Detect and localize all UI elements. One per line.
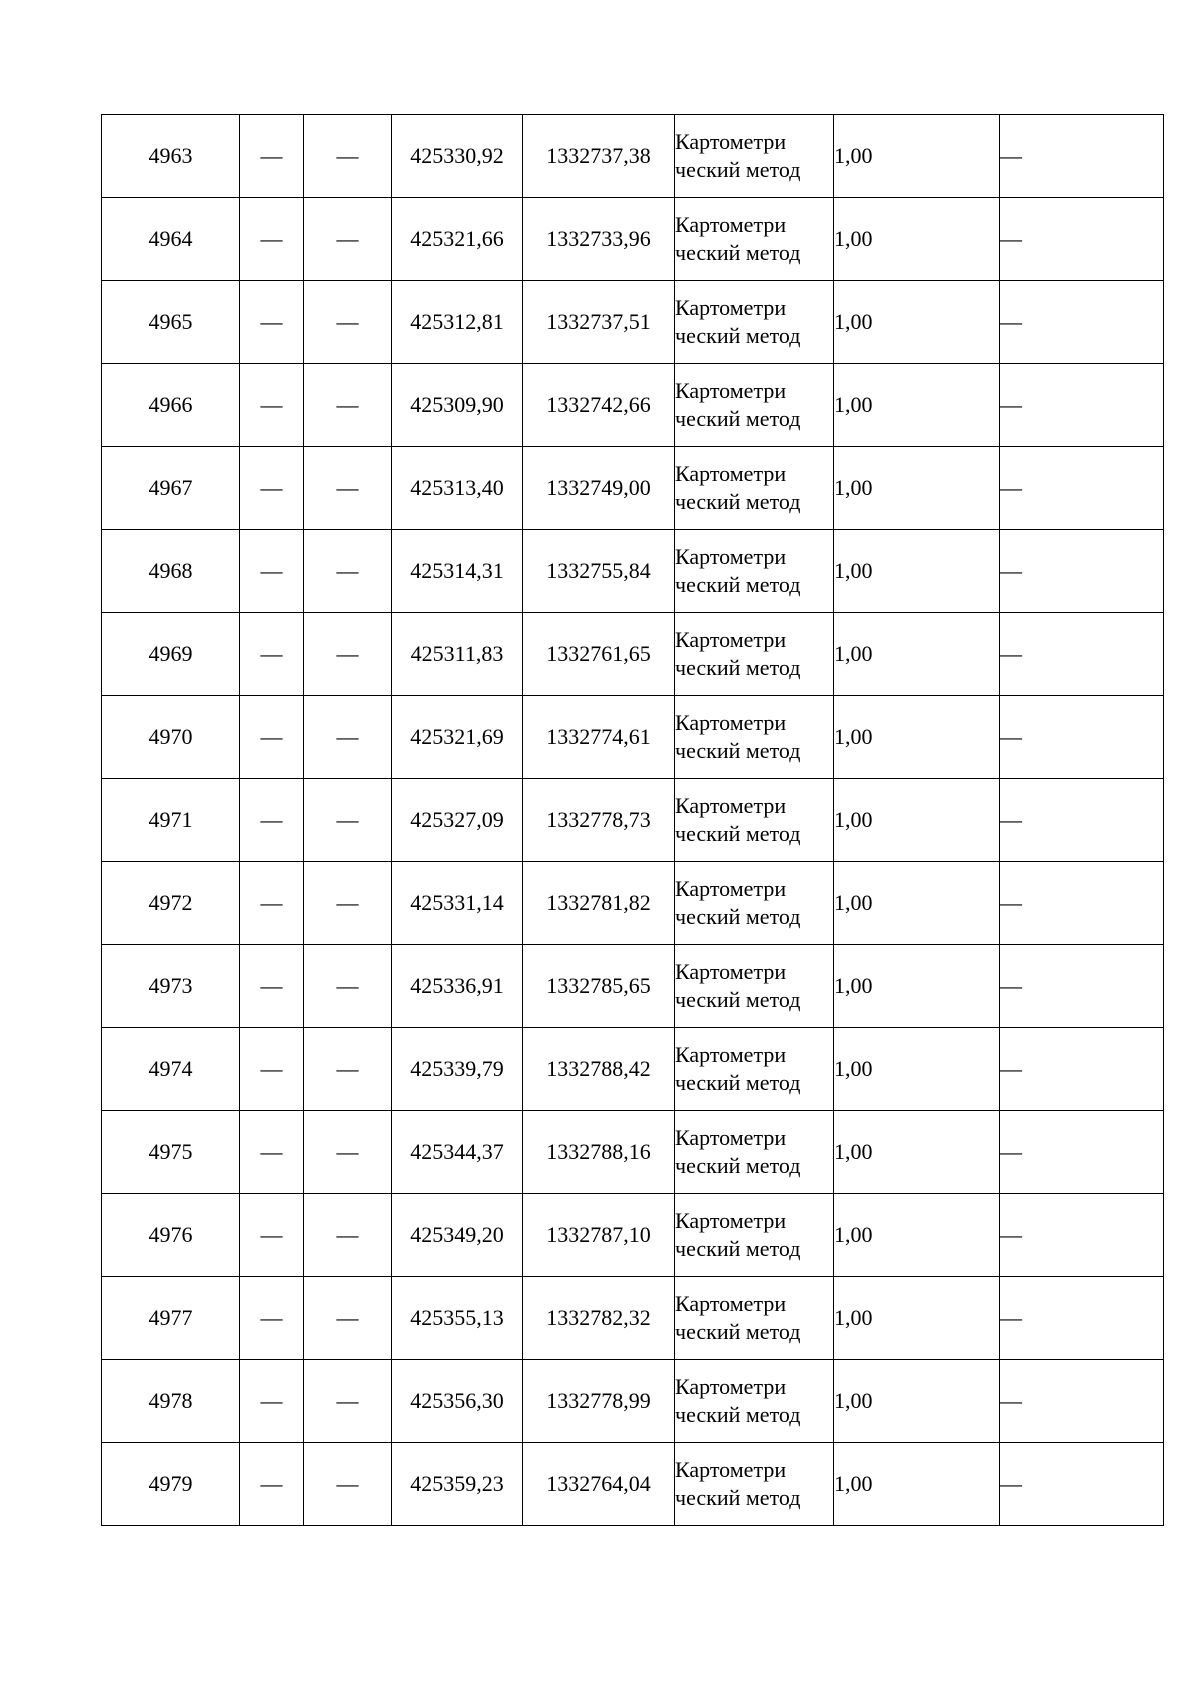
empty-value-cell: — xyxy=(1000,281,1164,364)
table-row xyxy=(102,115,1164,198)
point-number-cell: 4967 xyxy=(102,447,240,530)
point-number-cell: 4974 xyxy=(102,1028,240,1111)
table-row xyxy=(102,364,1164,447)
accuracy-cell: 1,00 xyxy=(834,115,1000,198)
empty-value-cell: — xyxy=(1000,1277,1164,1360)
x-coordinate-cell: 425313,40 xyxy=(392,447,523,530)
empty-value-cell: — xyxy=(1000,530,1164,613)
empty-value-cell: — xyxy=(240,696,304,779)
method-cell: Картометри ческий метод xyxy=(675,613,834,696)
y-coordinate-cell: 1332787,10 xyxy=(523,1194,675,1277)
point-number-cell: 4975 xyxy=(102,1111,240,1194)
point-number-cell: 4977 xyxy=(102,1277,240,1360)
y-coordinate-cell: 1332785,65 xyxy=(523,945,675,1028)
empty-value-cell: — xyxy=(1000,1194,1164,1277)
point-number-cell: 4969 xyxy=(102,613,240,696)
empty-value-cell: — xyxy=(304,696,392,779)
accuracy-cell: 1,00 xyxy=(834,696,1000,779)
method-cell: Картометри ческий метод xyxy=(675,1194,834,1277)
table-row xyxy=(102,1360,1164,1443)
point-number-cell: 4968 xyxy=(102,530,240,613)
empty-value-cell: — xyxy=(240,530,304,613)
x-coordinate-cell: 425356,30 xyxy=(392,1360,523,1443)
accuracy-cell: 1,00 xyxy=(834,779,1000,862)
empty-value-cell: — xyxy=(304,1111,392,1194)
empty-value-cell: — xyxy=(240,862,304,945)
empty-value-cell: — xyxy=(240,1028,304,1111)
y-coordinate-cell: 1332778,73 xyxy=(523,779,675,862)
table-body xyxy=(102,115,1164,1526)
empty-value-cell: — xyxy=(240,364,304,447)
empty-value-cell: — xyxy=(1000,1443,1164,1526)
empty-value-cell: — xyxy=(304,1194,392,1277)
empty-value-cell: — xyxy=(304,530,392,613)
accuracy-cell: 1,00 xyxy=(834,1194,1000,1277)
empty-value-cell: — xyxy=(240,1194,304,1277)
empty-value-cell: — xyxy=(240,447,304,530)
method-cell: Картометри ческий метод xyxy=(675,1277,834,1360)
accuracy-cell: 1,00 xyxy=(834,1277,1000,1360)
method-cell: Картометри ческий метод xyxy=(675,198,834,281)
method-cell: Картометри ческий метод xyxy=(675,115,834,198)
table-row xyxy=(102,779,1164,862)
x-coordinate-cell: 425312,81 xyxy=(392,281,523,364)
table-row xyxy=(102,862,1164,945)
empty-value-cell: — xyxy=(240,779,304,862)
x-coordinate-cell: 425339,79 xyxy=(392,1028,523,1111)
point-number-cell: 4965 xyxy=(102,281,240,364)
x-coordinate-cell: 425349,20 xyxy=(392,1194,523,1277)
table-row xyxy=(102,613,1164,696)
point-number-cell: 4976 xyxy=(102,1194,240,1277)
accuracy-cell: 1,00 xyxy=(834,364,1000,447)
accuracy-cell: 1,00 xyxy=(834,945,1000,1028)
empty-value-cell: — xyxy=(304,115,392,198)
y-coordinate-cell: 1332774,61 xyxy=(523,696,675,779)
table-row xyxy=(102,530,1164,613)
empty-value-cell: — xyxy=(240,281,304,364)
empty-value-cell: — xyxy=(240,1277,304,1360)
x-coordinate-cell: 425330,92 xyxy=(392,115,523,198)
table-row xyxy=(102,281,1164,364)
y-coordinate-cell: 1332733,96 xyxy=(523,198,675,281)
empty-value-cell: — xyxy=(304,1028,392,1111)
empty-value-cell: — xyxy=(304,1277,392,1360)
accuracy-cell: 1,00 xyxy=(834,613,1000,696)
point-number-cell: 4964 xyxy=(102,198,240,281)
empty-value-cell: — xyxy=(304,945,392,1028)
method-cell: Картометри ческий метод xyxy=(675,696,834,779)
empty-value-cell: — xyxy=(1000,613,1164,696)
accuracy-cell: 1,00 xyxy=(834,530,1000,613)
x-coordinate-cell: 425321,66 xyxy=(392,198,523,281)
empty-value-cell: — xyxy=(1000,779,1164,862)
empty-value-cell: — xyxy=(1000,115,1164,198)
point-number-cell: 4970 xyxy=(102,696,240,779)
method-cell: Картометри ческий метод xyxy=(675,447,834,530)
empty-value-cell: — xyxy=(240,1443,304,1526)
empty-value-cell: — xyxy=(240,945,304,1028)
accuracy-cell: 1,00 xyxy=(834,198,1000,281)
point-number-cell: 4979 xyxy=(102,1443,240,1526)
accuracy-cell: 1,00 xyxy=(834,1028,1000,1111)
empty-value-cell: — xyxy=(240,198,304,281)
method-cell: Картометри ческий метод xyxy=(675,862,834,945)
x-coordinate-cell: 425314,31 xyxy=(392,530,523,613)
y-coordinate-cell: 1332761,65 xyxy=(523,613,675,696)
y-coordinate-cell: 1332755,84 xyxy=(523,530,675,613)
method-cell: Картометри ческий метод xyxy=(675,945,834,1028)
table-row xyxy=(102,696,1164,779)
coordinates-table xyxy=(101,114,1164,1526)
accuracy-cell: 1,00 xyxy=(834,447,1000,530)
point-number-cell: 4963 xyxy=(102,115,240,198)
empty-value-cell: — xyxy=(240,1111,304,1194)
point-number-cell: 4973 xyxy=(102,945,240,1028)
empty-value-cell: — xyxy=(304,862,392,945)
empty-value-cell: — xyxy=(1000,1028,1164,1111)
y-coordinate-cell: 1332778,99 xyxy=(523,1360,675,1443)
method-cell: Картометри ческий метод xyxy=(675,1028,834,1111)
table-row xyxy=(102,1028,1164,1111)
accuracy-cell: 1,00 xyxy=(834,862,1000,945)
point-number-cell: 4966 xyxy=(102,364,240,447)
method-cell: Картометри ческий метод xyxy=(675,281,834,364)
empty-value-cell: — xyxy=(1000,364,1164,447)
method-cell: Картометри ческий метод xyxy=(675,530,834,613)
accuracy-cell: 1,00 xyxy=(834,1443,1000,1526)
method-cell: Картометри ческий метод xyxy=(675,1360,834,1443)
empty-value-cell: — xyxy=(304,281,392,364)
accuracy-cell: 1,00 xyxy=(834,281,1000,364)
table-row xyxy=(102,1443,1164,1526)
method-cell: Картометри ческий метод xyxy=(675,364,834,447)
x-coordinate-cell: 425327,09 xyxy=(392,779,523,862)
empty-value-cell: — xyxy=(1000,198,1164,281)
method-cell: Картометри ческий метод xyxy=(675,779,834,862)
x-coordinate-cell: 425331,14 xyxy=(392,862,523,945)
empty-value-cell: — xyxy=(304,779,392,862)
point-number-cell: 4978 xyxy=(102,1360,240,1443)
empty-value-cell: — xyxy=(304,198,392,281)
empty-value-cell: — xyxy=(1000,1360,1164,1443)
empty-value-cell: — xyxy=(1000,862,1164,945)
y-coordinate-cell: 1332782,32 xyxy=(523,1277,675,1360)
method-cell: Картометри ческий метод xyxy=(675,1111,834,1194)
table-row xyxy=(102,198,1164,281)
empty-value-cell: — xyxy=(240,613,304,696)
x-coordinate-cell: 425311,83 xyxy=(392,613,523,696)
empty-value-cell: — xyxy=(304,1360,392,1443)
y-coordinate-cell: 1332737,38 xyxy=(523,115,675,198)
x-coordinate-cell: 425336,91 xyxy=(392,945,523,1028)
y-coordinate-cell: 1332764,04 xyxy=(523,1443,675,1526)
y-coordinate-cell: 1332737,51 xyxy=(523,281,675,364)
point-number-cell: 4972 xyxy=(102,862,240,945)
method-cell: Картометри ческий метод xyxy=(675,1443,834,1526)
accuracy-cell: 1,00 xyxy=(834,1360,1000,1443)
y-coordinate-cell: 1332742,66 xyxy=(523,364,675,447)
x-coordinate-cell: 425344,37 xyxy=(392,1111,523,1194)
x-coordinate-cell: 425359,23 xyxy=(392,1443,523,1526)
x-coordinate-cell: 425309,90 xyxy=(392,364,523,447)
empty-value-cell: — xyxy=(1000,447,1164,530)
table-row xyxy=(102,1111,1164,1194)
y-coordinate-cell: 1332781,82 xyxy=(523,862,675,945)
table-row xyxy=(102,447,1164,530)
empty-value-cell: — xyxy=(304,613,392,696)
empty-value-cell: — xyxy=(304,364,392,447)
empty-value-cell: — xyxy=(304,447,392,530)
y-coordinate-cell: 1332788,42 xyxy=(523,1028,675,1111)
y-coordinate-cell: 1332749,00 xyxy=(523,447,675,530)
empty-value-cell: — xyxy=(1000,1111,1164,1194)
empty-value-cell: — xyxy=(240,115,304,198)
x-coordinate-cell: 425321,69 xyxy=(392,696,523,779)
empty-value-cell: — xyxy=(240,1360,304,1443)
empty-value-cell: — xyxy=(1000,696,1164,779)
empty-value-cell: — xyxy=(304,1443,392,1526)
empty-value-cell: — xyxy=(1000,945,1164,1028)
table-row xyxy=(102,945,1164,1028)
table-row xyxy=(102,1194,1164,1277)
accuracy-cell: 1,00 xyxy=(834,1111,1000,1194)
table-row xyxy=(102,1277,1164,1360)
x-coordinate-cell: 425355,13 xyxy=(392,1277,523,1360)
point-number-cell: 4971 xyxy=(102,779,240,862)
y-coordinate-cell: 1332788,16 xyxy=(523,1111,675,1194)
